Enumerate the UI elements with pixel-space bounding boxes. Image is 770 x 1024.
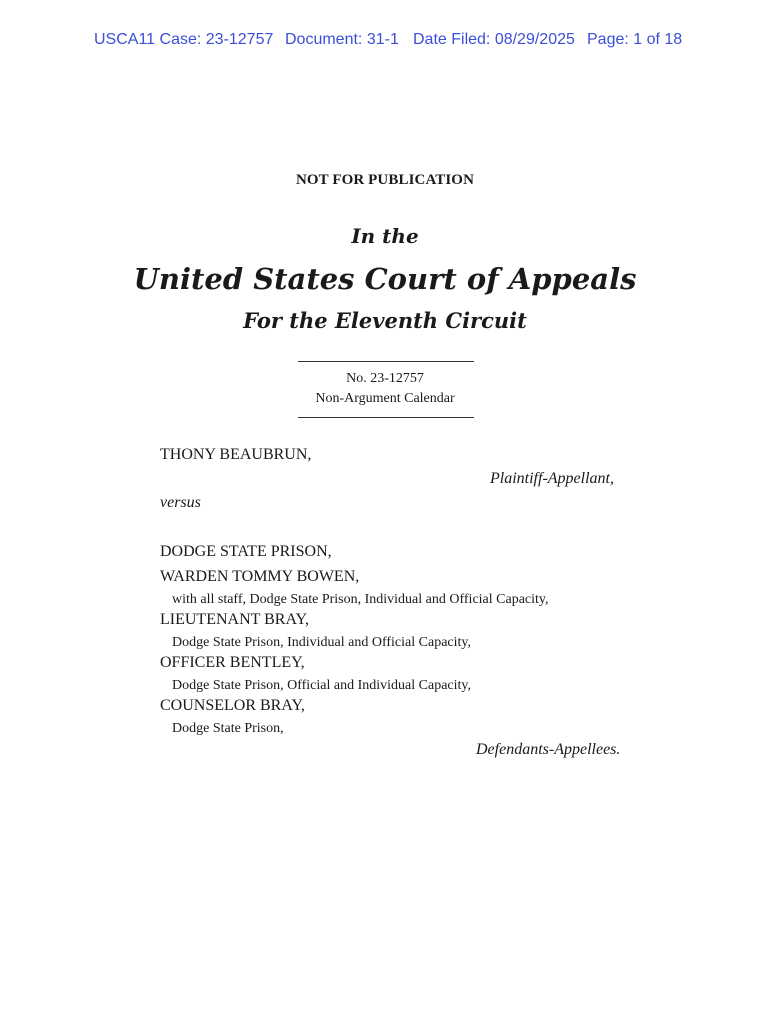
header-case-number: USCA11 Case: 23-12757: [94, 31, 274, 48]
divider-top: [298, 361, 474, 362]
defendant-name: LIEUTENANT BRAY,: [160, 611, 310, 628]
defendant-name: OFFICER BENTLEY,: [160, 654, 305, 671]
court-heading-in-the: In the: [351, 224, 419, 248]
plaintiff-role: Plaintiff-Appellant,: [490, 470, 614, 487]
defendant-name: WARDEN TOMMY BOWEN,: [160, 568, 360, 585]
defendant-detail: Dodge State Prison, Individual and Official Capacity,: [172, 635, 471, 650]
case-number: No. 23-12757: [346, 371, 424, 386]
defendant-detail: with all staff, Dodge State Prison, Individual and Official Capacity,: [172, 592, 549, 607]
divider-bottom: [298, 417, 474, 418]
defendant-name: DODGE STATE PRISON,: [160, 543, 332, 560]
circuit-name: For the Eleventh Circuit: [243, 308, 527, 333]
defendant-name: COUNSELOR BRAY,: [160, 697, 305, 714]
defendant-detail: Dodge State Prison,: [172, 721, 284, 736]
plaintiff-name: THONY BEAUBRUN,: [160, 446, 312, 463]
versus-label: versus: [160, 494, 201, 511]
calendar-type: Non-Argument Calendar: [315, 391, 455, 406]
court-name: United States Court of Appeals: [133, 262, 637, 296]
defendants-role: Defendants-Appellees.: [476, 741, 621, 758]
defendant-detail: Dodge State Prison, Official and Individual Capacity,: [172, 678, 471, 693]
header-document-number: Document: 31-1: [285, 31, 399, 48]
header-page-number: Page: 1 of 18: [587, 31, 683, 48]
header-date-filed: Date Filed: 08/29/2025: [413, 31, 575, 48]
publication-status: NOT FOR PUBLICATION: [295, 172, 475, 188]
filing-header: [0, 31, 770, 55]
